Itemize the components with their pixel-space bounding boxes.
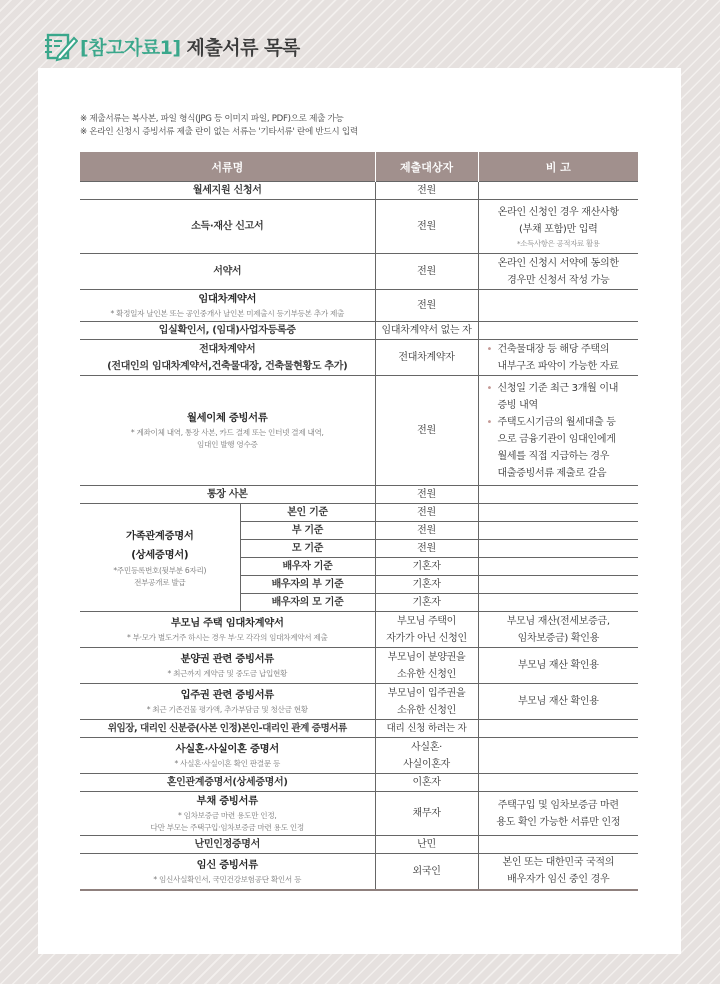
doc-target: 전원 <box>375 522 478 540</box>
page-title: 제출서류 목록 <box>186 36 300 59</box>
doc-name: 소득·재산 신고서 <box>80 200 375 254</box>
doc-name: 부채 증빙서류 * 임차보증금 마련 용도만 인정, 다만 부모는 주택구입·임차보증금 마련 용도 인정 <box>80 792 375 836</box>
doc-remark <box>478 738 638 774</box>
doc-target: 전원 <box>375 182 478 200</box>
doc-target: 전원 <box>375 504 478 522</box>
table-row <box>80 774 638 792</box>
doc-remark: 주택구입 및 임차보증금 마련 용도 확인 가능한 서류만 인정 <box>478 792 638 836</box>
doc-target: 기혼자 <box>375 576 478 594</box>
memo-pencil-icon <box>44 30 78 62</box>
doc-name: 월세지원 신청서 <box>80 182 375 200</box>
table-row <box>80 290 638 322</box>
title-bracket-label: [참고자료1] <box>80 36 181 59</box>
family-basis: 배우자의 모 기준 <box>240 594 375 612</box>
doc-target: 외국인 <box>375 854 478 890</box>
doc-remark <box>478 182 638 200</box>
doc-remark <box>478 594 638 612</box>
note-line: ※ 제출서류는 복사본, 파일 형식(JPG 등 이미지 파일, PDF)으로 제출 가능 <box>80 114 344 124</box>
doc-name: 임신 증빙서류 * 임신사실확인서, 국민건강보험공단 확인서 등 <box>80 854 375 890</box>
family-basis: 배우자 기준 <box>240 558 375 576</box>
doc-remark: 온라인 신청인 경우 재산사항 (부채 포함)만 입력 *소득사항은 공적자료 활용 <box>478 200 638 254</box>
header-doc-name: 서류명 <box>80 152 375 182</box>
family-basis: 모 기준 <box>240 540 375 558</box>
doc-name: 통장 사본 <box>80 486 375 504</box>
doc-remark: 부모님 재산 확인용 <box>478 684 638 720</box>
header-remark: 비 고 <box>478 152 638 182</box>
doc-name: 입실확인서, (임대)사업자등록증 <box>80 322 375 340</box>
doc-remark <box>478 836 638 854</box>
doc-target: 기혼자 <box>375 558 478 576</box>
doc-target: 전원 <box>375 540 478 558</box>
doc-remark: • 신청일 기준 최근 3개월 이내 증빙 내역 • 주택도시기금의 월세대출 등 으로 금융기관이 임대인에게 월세를 직접 지급하는 경우 대출증빙서류 제출로 갈음 <box>478 376 638 486</box>
table-row <box>80 612 638 648</box>
doc-target: 채무자 <box>375 792 478 836</box>
doc-remark <box>478 576 638 594</box>
doc-name: 입주권 관련 증빙서류 * 최근 기존건물 평가액, 추가부담금 및 청산금 현황 <box>80 684 375 720</box>
doc-target: 기혼자 <box>375 594 478 612</box>
doc-remark: 온라인 신청시 서약에 동의한 경우만 신청서 작성 가능 <box>478 254 638 290</box>
doc-name: 난민인정증명서 <box>80 836 375 854</box>
doc-target: 전대차계약자 <box>375 340 478 376</box>
doc-target: 난민 <box>375 836 478 854</box>
doc-name: 서약서 <box>80 254 375 290</box>
doc-remark <box>478 322 638 340</box>
family-basis: 배우자의 부 기준 <box>240 576 375 594</box>
doc-remark <box>478 290 638 322</box>
doc-name: 분양권 관련 증빙서류 * 최근까지 계약금 및 중도금 납입현황 <box>80 648 375 684</box>
table-row <box>80 182 638 200</box>
doc-target: 대리 신청 하려는 자 <box>375 720 478 738</box>
doc-remark <box>478 486 638 504</box>
doc-name: 부모님 주택 임대차계약서 * 부·모가 별도거주 하시는 경우 부·모 각각의 임대차계약서 제출 <box>80 612 375 648</box>
table-row <box>80 836 638 854</box>
doc-remark <box>478 540 638 558</box>
doc-name: 혼인관계증명서(상세증명서) <box>80 774 375 792</box>
doc-remark <box>478 558 638 576</box>
table-header-row <box>80 152 638 182</box>
doc-target: 전원 <box>375 200 478 254</box>
table-row <box>80 738 638 774</box>
doc-target: 전원 <box>375 376 478 486</box>
doc-name: 월세이체 증빙서류 * 계좌이체 내역, 통장 사본, 카드 결제 또는 인터넷 결제 내역, 임대인 발행 영수증 <box>80 376 375 486</box>
table-row <box>80 200 638 254</box>
doc-target: 이혼자 <box>375 774 478 792</box>
table-row <box>80 340 638 376</box>
doc-name: 전대차계약서 (전대인의 임대차계약서,건축물대장, 건축물현황도 추가) <box>80 340 375 376</box>
table-row <box>80 648 638 684</box>
table-row <box>80 684 638 720</box>
table-row <box>80 792 638 836</box>
doc-remark: • 건축물대장 등 해당 주택의 내부구조 파악이 가능한 자료 <box>478 340 638 376</box>
doc-remark <box>478 522 638 540</box>
doc-target: 전원 <box>375 290 478 322</box>
table-row <box>80 322 638 340</box>
page-header <box>44 28 300 64</box>
doc-name: 사실혼·사실이혼 증명서 * 사실혼·사실이혼 확인 판결문 등 <box>80 738 375 774</box>
doc-target: 임대차계약서 없는 자 <box>375 322 478 340</box>
doc-remark <box>478 720 638 738</box>
doc-target: 사실혼· 사실이혼자 <box>375 738 478 774</box>
note-line: ※ 온라인 신청시 증빙서류 제출 란이 없는 서류는 '기타서류' 란에 반드시 입력 <box>80 127 358 137</box>
doc-target: 부모님 주택이 자가가 아닌 신청인 <box>375 612 478 648</box>
doc-remark <box>478 504 638 522</box>
doc-remark: 부모님 재산 확인용 <box>478 648 638 684</box>
notes <box>80 113 358 139</box>
table-row <box>80 504 638 522</box>
doc-name: 가족관계증명서 (상세증명서) *주민등록번호(뒷부분 6자리) 전부공개로 발급 <box>80 504 240 612</box>
doc-name: 임대차계약서 * 확정일자 날인본 또는 공인중개사 날인본 미제출시 등기부등본 추가 제출 <box>80 290 375 322</box>
doc-target: 부모님이 입주권을 소유한 신청인 <box>375 684 478 720</box>
doc-target: 전원 <box>375 254 478 290</box>
documents-table <box>80 152 638 891</box>
doc-name: 위임장, 대리인 신분증(사본 인정)본인-대리인 관계 증명서류 <box>80 720 375 738</box>
doc-remark: 부모님 재산(전세보증금, 임차보증금) 확인용 <box>478 612 638 648</box>
header-target: 제출대상자 <box>375 152 478 182</box>
table-row <box>80 254 638 290</box>
family-basis: 부 기준 <box>240 522 375 540</box>
doc-remark <box>478 774 638 792</box>
family-basis: 본인 기준 <box>240 504 375 522</box>
doc-remark: 본인 또는 대한민국 국적의 배우자가 임신 중인 경우 <box>478 854 638 890</box>
doc-target: 부모님이 분양권을 소유한 신청인 <box>375 648 478 684</box>
table-row <box>80 854 638 890</box>
table-row <box>80 486 638 504</box>
document-card <box>38 68 681 954</box>
table-row <box>80 376 638 486</box>
table-row <box>80 720 638 738</box>
doc-target: 전원 <box>375 486 478 504</box>
